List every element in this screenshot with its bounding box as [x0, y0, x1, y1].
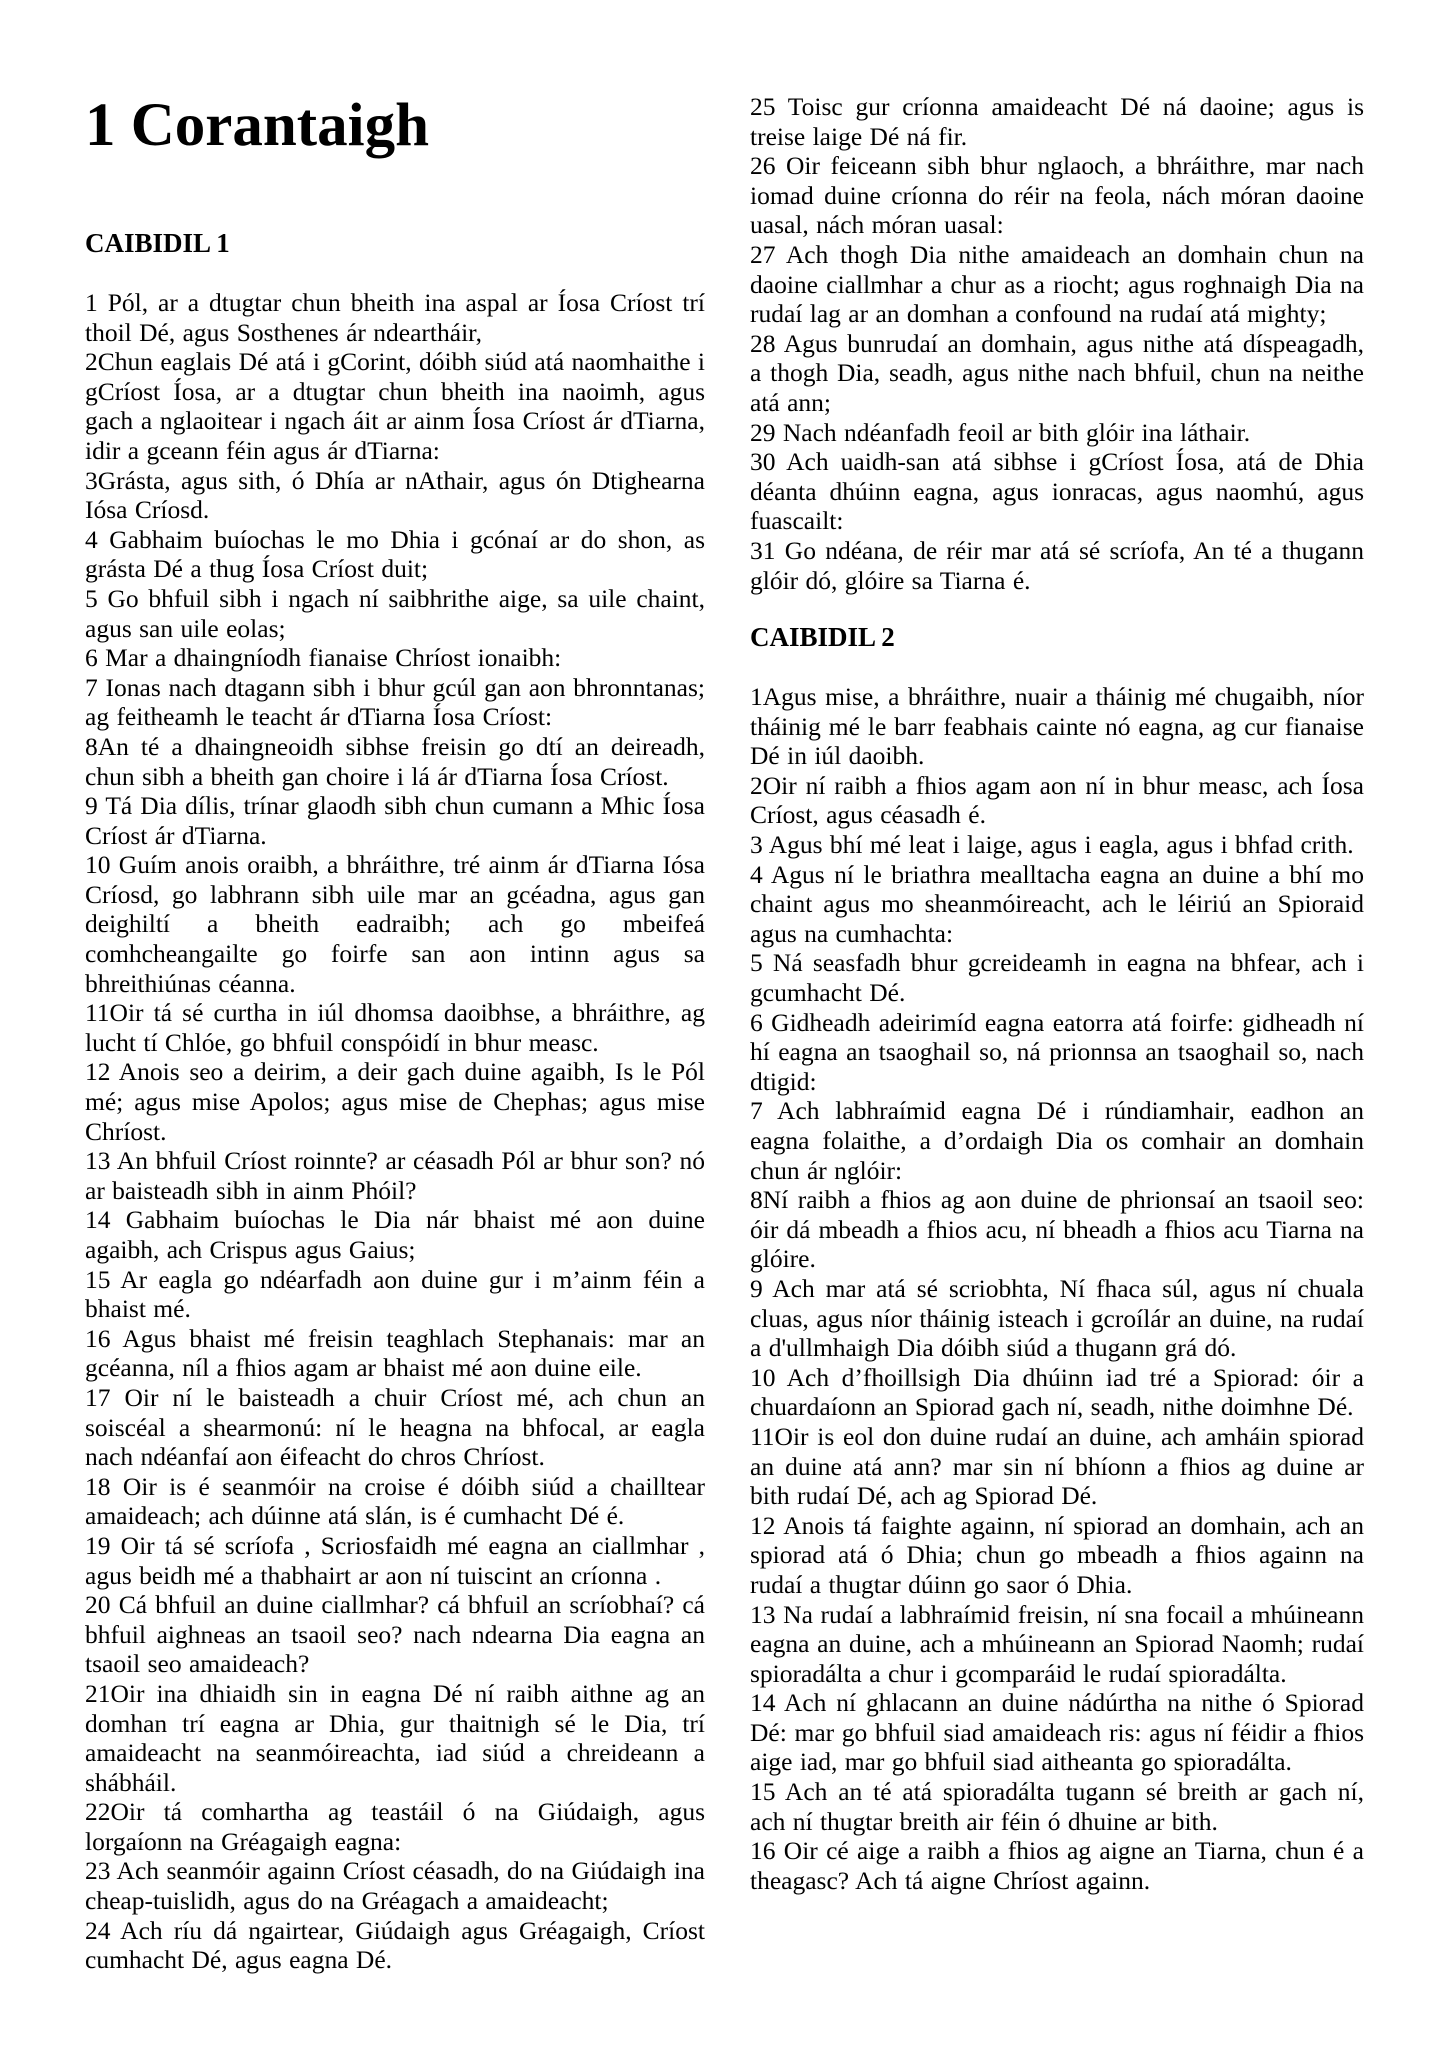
verse: 9 Tá Dia dílis, trínar glaodh sibh chun cumann a Mhic Íosa Críost ár dTiarna.: [85, 791, 705, 850]
verse: 2Chun eaglais Dé atá i gCorint, dóibh siúd atá naomhaithe i gCríost Íosa, ar a dtugtar chun bheith ina naoimh, agus gach a nglaoitear i ngach áit ar ainm Íosa Críost ár dTiarna, idir a gceann féin agus ár dTiarna:: [85, 347, 705, 465]
chapter-2-verses: [750, 682, 1364, 1895]
verse: 29 Nach ndéanfadh feoil ar bith glóir ina láthair.: [750, 417, 1251, 447]
verse: 15 Ach an té atá spioradálta tugann sé breith ar gach ní, ach ní thugtar breith air féin ó dhuine ar bith.: [750, 1777, 1364, 1836]
verse: 30 Ach uaidh-san atá sibhse i gCríost Íosa, atá de Dhia déanta dhúinn eagna, agus ionracas, agus naomhú, agus fuascailt:: [750, 447, 1364, 536]
verse: 3 Agus bhí mé leat i laige, agus i eagla, agus i bhfad crith.: [750, 830, 1354, 860]
verse: 26 Oir feiceann sibh bhur nglaoch, a bhráithre, mar nach iomad duine críonna do réir na feola, nách móran daoine uasal, nách móran uasal:: [750, 151, 1364, 240]
verse: 14 Gabhaim buíochas le Dia nár bhaist mé aon duine agaibh, ach Crispus agus Gaius;: [85, 1205, 705, 1264]
verse: 20 Cá bhfuil an duine ciallmhar? cá bhfuil an scríobhaí? cá bhfuil aighneas an tsaoil seo? nach ndearna Dia eagna an tsaoil seo amaideach?: [85, 1590, 705, 1679]
verse: 11Oir tá sé curtha in iúl dhomsa daoibhse, a bhráithre, ag lucht tí Chlóe, go bhfuil conspóidí in bhur measc.: [85, 998, 705, 1057]
verse: 27 Ach thogh Dia nithe amaideach an domhain chun na daoine ciallmhar a chur as a riocht; agus roghnaigh Dia na rudaí lag ar an domhan a confound na rudaí atá mighty;: [750, 239, 1364, 329]
verse: 7 Ionas nach dtagann sibh i bhur gcúl gan aon bhronntanas; ag feitheamh le teacht ár dTiarna Íosa Críost:: [85, 672, 705, 732]
right-column: [750, 92, 1364, 1895]
verse: 3Grásta, agus sith, ó Dhía ar nAthair, agus ón Dtighearna Iósa Críosd.: [85, 465, 705, 525]
verse: 16 Agus bhaist mé freisin teaghlach Stephanais: mar an gcéanna, níl a fhios agam ar bhaist mé aon duine eile.: [85, 1323, 705, 1383]
verse: 1 Pól, ar a dtugtar chun bheith ina aspal ar Íosa Críost trí thoil Dé, agus Sosthenes ár ndeartháir,: [85, 288, 705, 347]
verse: 13 An bhfuil Críost roinnte? ar céasadh Pól ar bhur son? nó ar baisteadh sibh in ainm Phóil?: [85, 1146, 705, 1205]
verse: 4 Gabhaim buíochas le mo Dhia i gcónaí ar do shon, as grásta Dé a thug Íosa Críost duit;: [85, 524, 705, 584]
verse: 24 Ach ríu dá ngairtear, Giúdaigh agus Gréagaigh, Críost cumhacht Dé, agus eagna Dé.: [85, 1915, 705, 1975]
chapter-1-verses-right: [750, 92, 1364, 595]
chapter-2-heading: CAIBIDIL 2: [750, 622, 895, 653]
verse: 18 Oir is é seanmóir na croise é dóibh siúd a chailltear amaideach; ach dúinne atá slán, is é cumhacht Dé é.: [85, 1471, 705, 1531]
verse: 21Oir ina dhiaidh sin in eagna Dé ní raibh aithne ag an domhan trí eagna ar Dhia, gur thaitnigh sé le Dia, trí amaideacht na seanmóireachta, iad siúd a chreideann a shábháil.: [85, 1678, 705, 1797]
verse: 25 Toisc gur críonna amaideacht Dé ná daoine; agus is treise laige Dé ná fir.: [750, 92, 1364, 151]
book-title: 1 Corantaigh: [85, 92, 429, 159]
verse: 28 Agus bunrudaí an domhain, agus nithe atá díspeagadh, a thogh Dia, seadh, agus nithe nach bhfuil, chun na neithe atá ann;: [750, 328, 1364, 417]
chapter-1-heading: CAIBIDIL 1: [85, 228, 230, 258]
verse: 8An té a dhaingneoidh sibhse freisin go dtí an deireadh, chun sibh a bheith gan choire i lá ár dTiarna Íosa Críost.: [85, 731, 705, 791]
verse: 12 Anois tá faighte againn, ní spiorad an domhain, ach an spiorad atá ó Dhia; chun go mbeadh a fhios againn na rudaí a thugtar dúinn go saor ó Dhia.: [750, 1510, 1364, 1599]
verse: 15 Ar eagla go ndéarfadh aon duine gur i m’ainm féin a bhaist mé.: [85, 1264, 705, 1324]
verse: 4 Agus ní le briathra mealltacha eagna an duine a bhí mo chaint agus mo sheanmóireacht, ach le léiriú an Spioraid agus na cumhachta:: [750, 859, 1364, 948]
verse: 22Oir tá comhartha ag teastáil ó na Giúdaigh, agus lorgaíonn na Gréagaigh eagna:: [85, 1797, 705, 1856]
verse: 11Oir is eol don duine rudaí an duine, ach amháin spiorad an duine atá ann? mar sin ní bhíonn a fhios ag duine ar bith rudaí Dé, ach ag Spiorad Dé.: [750, 1421, 1364, 1511]
verse: 13 Na rudaí a labhraímid freisin, ní sna focail a mhúineann eagna an duine, ach a mhúineann an Spiorad Naomh; rudaí spioradálta a chur i gcomparáid le rudaí spioradálta.: [750, 1599, 1364, 1688]
verse: 5 Go bhfuil sibh i ngach ní saibhrithe aige, sa uile chaint, agus san uile eolas;: [85, 583, 705, 643]
verse: 9 Ach mar atá sé scriobhta, Ní fhaca súl, agus ní chuala cluas, agus níor tháinig isteach i gcroílár an duine, na rudaí a d'ullmhaigh Dia dóibh siúd a thugann grá dó.: [750, 1273, 1364, 1363]
verse: 14 Ach ní ghlacann an duine nádúrtha na nithe ó Spiorad Dé: mar go bhfuil siad amaideach ris: agus ní féidir a fhios aige iad, mar go bhfuil siad aitheanta go spioradálta.: [750, 1688, 1364, 1777]
verse: 2Oir ní raibh a fhios agam aon ní in bhur measc, ach Íosa Críost, agus céasadh é.: [750, 770, 1364, 830]
verse: 8Ní raibh a fhios ag aon duine de phrionsaí an tsaoil seo: óir dá mbeadh a fhios acu, ní bheadh a fhios acu Tiarna na glóire.: [750, 1185, 1364, 1274]
verse: 5 Ná seasfadh bhur gcreideamh in eagna na bhfear, ach i gcumhacht Dé.: [750, 948, 1364, 1008]
verse: 16 Oir cé aige a raibh a fhios ag aigne an Tiarna, chun é a theagasc? Ach tá aigne Chríost againn.: [750, 1836, 1364, 1895]
verse: 1Agus mise, a bhráithre, nuair a tháinig mé chugaibh, níor tháinig mé le barr feabhais cainte nó eagna, ag cur fianaise Dé in iúl daoibh.: [750, 682, 1364, 771]
verse: 10 Guím anois oraibh, a bhráithre, tré ainm ár dTiarna Iósa Críosd, go labhrann sibh uile mar an gcéadna, agus gan deighiltí a bheith eadraibh; ach go mbeifeá comhcheangailte go foirfe san aon intinn agus sa bhreithiúnas céanna.: [85, 850, 705, 998]
chapter-1-verses-left: [85, 288, 705, 1975]
verse: 10 Ach d’fhoillsigh Dia dhúinn iad tré a Spiorad: óir a chuardaíonn an Spiorad gach ní, seadh, nithe doimhne Dé.: [750, 1362, 1364, 1422]
verse: 17 Oir ní le baisteadh a chuir Críost mé, ach chun an soiscéal a shearmonú: ní le heagna na bhfocal, ar eagla nach ndéanfaí aon éifeacht do chros Chríost.: [85, 1382, 705, 1472]
left-column: [85, 93, 705, 1975]
verse: 23 Ach seanmóir againn Críost céasadh, do na Giúdaigh ina cheap-tuislidh, agus do na Gréagach a amaideacht;: [85, 1856, 705, 1916]
verse: 6 Gidheadh adeirimíd eagna eatorra atá foirfe: gidheadh ní hí eagna an tsaoghail so, ná prionnsa an tsaoghail so, nach dtigid:: [750, 1007, 1364, 1096]
verse: 19 Oir tá sé scríofa , Scriosfaidh mé eagna an ciallmhar , agus beidh mé a thabhairt ar aon ní tuiscint an críonna .: [85, 1530, 705, 1590]
verse: 12 Anois seo a deirim, a deir gach duine agaibh, Is le Pól mé; agus mise Apolos; agus mise de Chephas; agus mise Chríost.: [85, 1057, 705, 1146]
verse: 6 Mar a dhaingníodh fianaise Chríost ionaibh:: [85, 643, 562, 673]
verse: 31 Go ndéana, de réir mar atá sé scríofa, An té a thugann glóir dó, glóire sa Tiarna é.: [750, 535, 1364, 595]
verse: 7 Ach labhraímid eagna Dé i rúndiamhair, eadhon an eagna folaithe, a d’ordaigh Dia os comhair an domhain chun ár nglóir:: [750, 1096, 1364, 1185]
